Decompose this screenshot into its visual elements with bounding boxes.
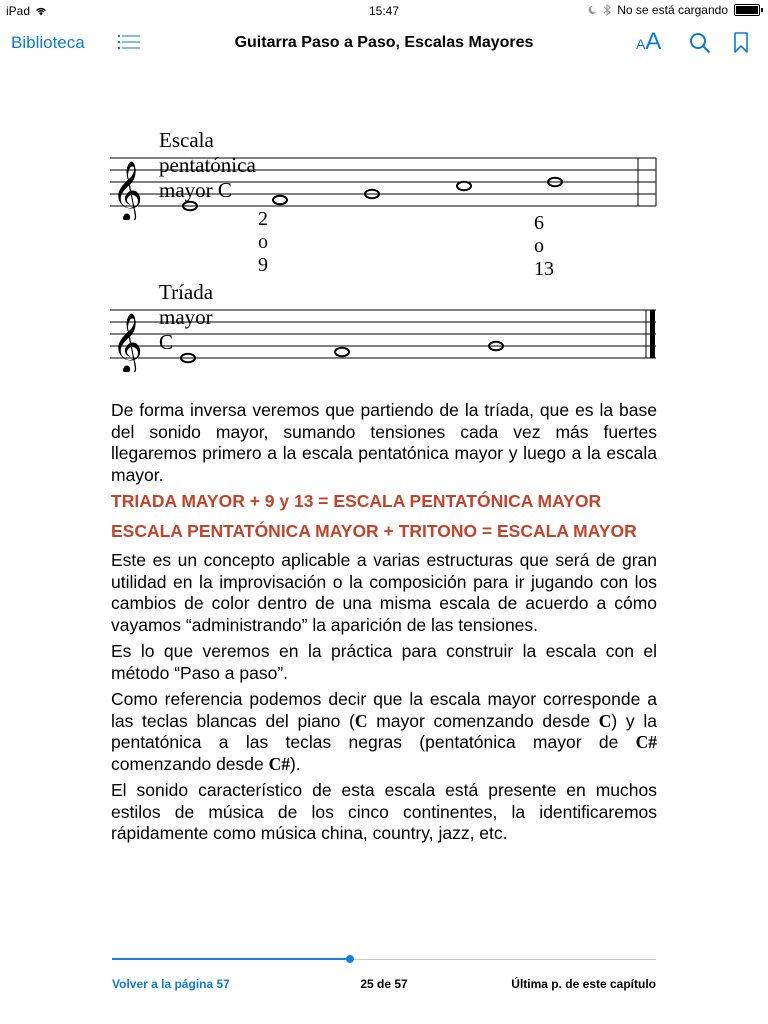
p4-chord-csharp: C# [635, 732, 657, 752]
progress-knob[interactable] [346, 955, 354, 963]
highlight-heading-2: ESCALA PENTATÓNICA MAYOR + TRITONO = ESCALA MAYOR [111, 520, 637, 541]
paragraph-3: Es lo que veremos en la práctica para construir la escala con el método “Paso a paso”. [111, 641, 657, 683]
p4-text-e: ) y la pentatónica a las teclas negras (pentatónica mayor de [111, 710, 657, 752]
page-progress-slider[interactable] [112, 958, 656, 961]
charging-status: No se está cargando [617, 3, 728, 17]
last-page-of-chapter-link[interactable]: Última p. de este capítulo [511, 977, 656, 991]
p4-text-a: Como referencia podemos decir que la escala mayor corresponde a las teclas blancas del piano ( [111, 689, 657, 731]
treble-clef-icon: 𝄞 [112, 161, 143, 220]
p4-text-g: comenzando desde [111, 753, 269, 774]
p4-chord-c: C [354, 710, 368, 731]
progress-fill [112, 958, 350, 960]
p4-chord-csharp2: C# [268, 753, 291, 774]
p4-chord-c2: C [598, 710, 612, 731]
device-name: iPad [6, 4, 31, 18]
p4-text-c: mayor comenzando desde [367, 710, 599, 731]
library-button[interactable]: Biblioteca [11, 33, 85, 52]
font-size-button[interactable] [636, 28, 661, 56]
book-title: Guitarra Paso a Paso, Escalas Mayores [234, 34, 534, 51]
highlight-heading-1: TRIADA MAYOR + 9 y 13 = ESCALA PENTATÓNICA MAYOR [111, 491, 602, 511]
battery-icon [734, 4, 760, 16]
p4-text-i: ). [290, 753, 301, 774]
staff2 [100, 302, 660, 372]
treble-clef-icon: 𝄞 [112, 313, 143, 372]
staff1-title: Escala pentatónica mayor C [159, 128, 256, 202]
font-small-letter: A [636, 36, 646, 52]
back-to-page-link[interactable]: Volver a la página 57 [112, 977, 230, 991]
status-bar [0, 0, 768, 22]
bluetooth-icon [603, 4, 611, 16]
staff1 [100, 150, 660, 220]
font-big-letter: A [645, 28, 662, 55]
moon-icon [587, 5, 597, 15]
staff1-label-6o13: 6 o 13 [534, 212, 554, 280]
search-icon[interactable] [689, 32, 711, 54]
paragraph-1: De forma inversa veremos que partiendo de la tríada, que es la base del sonido mayor, sumando tensiones cada vez más fuertes llegaremos primero a la escala pentatónica mayor y luego a la escala mayor. [111, 400, 657, 485]
page-indicator: 25 de 57 [360, 977, 408, 991]
status-right [587, 3, 760, 17]
page-content [111, 400, 657, 850]
staff1-label-2o9: 2 o 9 [258, 208, 268, 276]
bookmark-icon[interactable] [733, 32, 749, 54]
staff2-title: Tríada mayor C [159, 280, 214, 354]
paragraph-5: El sonido característico de esta escala está presente en muchos estilos de música de los cinco continentes, la identificaremos rápidamente como música china, country, jazz, etc. [111, 780, 657, 843]
paragraph-4 [111, 689, 657, 775]
nav-bar [0, 22, 768, 66]
paragraph-2: Este es un concepto aplicable a varias estructuras que será de gran utilidad en la improvisación o la composición para ir jugando con los cambios de color dentro de una misma escala de acuerdo a cómo vayamos “administrando” la aparición de las tensiones. [111, 550, 657, 635]
status-time: 15:47 [368, 4, 400, 18]
